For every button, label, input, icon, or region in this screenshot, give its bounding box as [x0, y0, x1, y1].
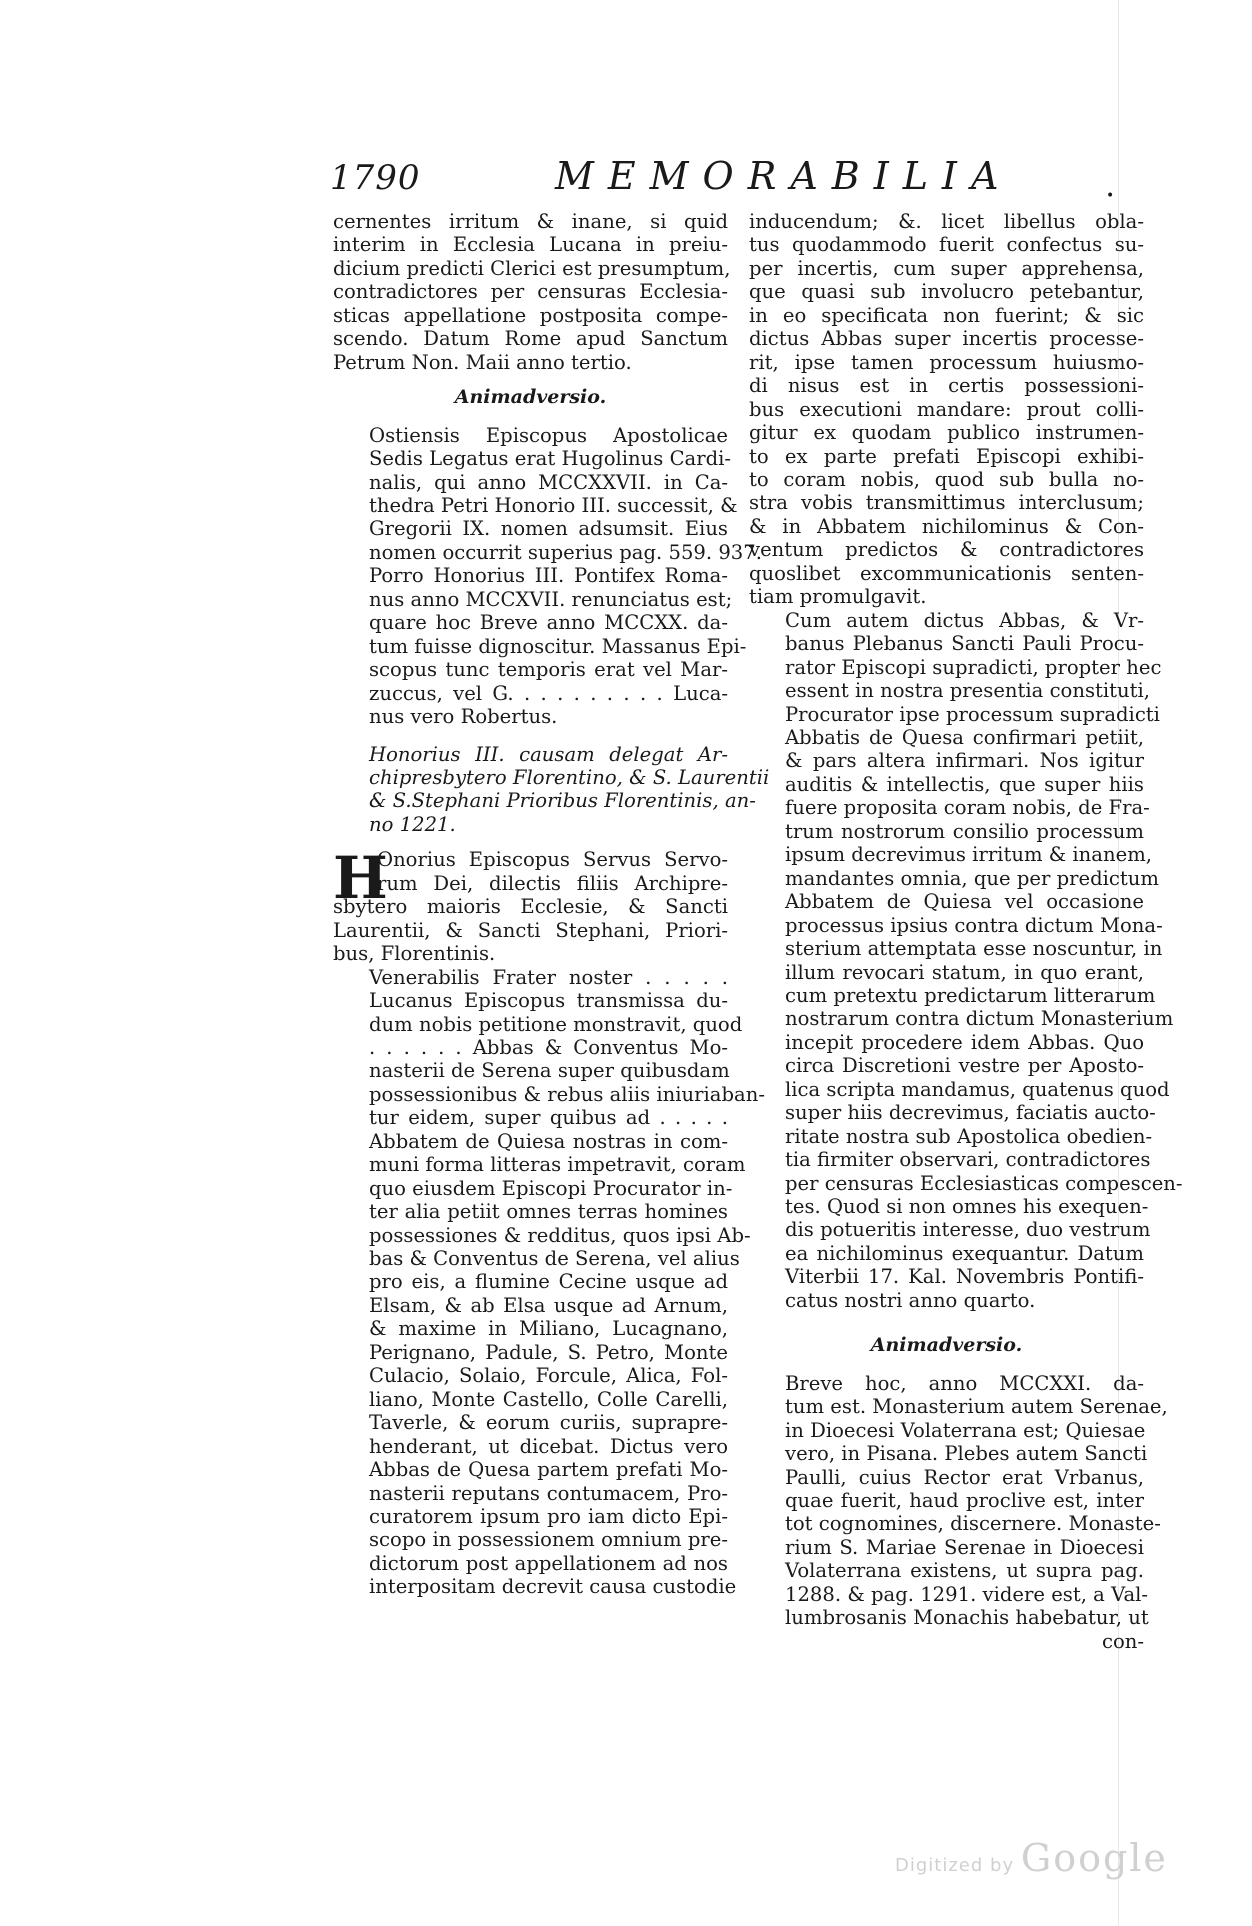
- text-line: vero, in Pisana. Plebes autem Sancti: [785, 1442, 1148, 1466]
- text-line: Abbatem de Quiesa nostras in com-: [369, 1129, 728, 1153]
- paragraph: [749, 608, 1183, 1313]
- text-line: Porro Honorius III. Pontifex Roma-: [369, 564, 728, 588]
- text-line: to coram nobis, quod sub bulla no-: [749, 467, 1144, 491]
- text-line: Breve hoc, anno MCCXXI. da-: [785, 1371, 1144, 1395]
- text-line: ipsum decrevimus irritum & inanem,: [785, 843, 1153, 867]
- text-line: per censuras Ecclesiasticas compescen-: [785, 1171, 1183, 1195]
- text-line: Laurentii, & Sancti Stephani, Priori-: [333, 918, 728, 942]
- page-header: [330, 154, 1130, 204]
- text-line: banus Plebanus Sancti Pauli Procu-: [785, 632, 1144, 656]
- digitized-watermark: [895, 1836, 1168, 1880]
- text-line: circa Discretioni vestre per Aposto-: [785, 1054, 1144, 1078]
- text-line: trum nostrorum consilio processum: [785, 819, 1144, 843]
- text-line: lica scripta mandamus, quatenus quod: [785, 1077, 1170, 1101]
- left-column: [333, 210, 770, 1599]
- text-line: bus executioni mandare: prout colli-: [749, 397, 1144, 421]
- text-line: tot cognomines, discernere. Monaste-: [785, 1512, 1161, 1536]
- text-line: per incertis, cum super apprehensa,: [749, 256, 1144, 280]
- text-line: inducendum; &. licet libellus obla-: [749, 210, 1144, 233]
- text-line: interim in Ecclesia Lucana in preiu-: [333, 233, 728, 257]
- text-line: tiam promulgavit.: [749, 585, 927, 609]
- text-line: quoslibet excommunicationis senten-: [749, 561, 1144, 585]
- text-line: Volaterrana existens, ut supra pag.: [785, 1559, 1144, 1583]
- text-line: 1288. & pag. 1291. videre est, a Val-: [785, 1582, 1149, 1606]
- text-line: scopo in possessionem omnium pre-: [369, 1528, 728, 1552]
- text-line: tes. Quod si non omnes his exequen-: [785, 1195, 1149, 1219]
- text-line: tur eidem, super quibus ad . . . . .: [369, 1106, 728, 1130]
- text-line: possessionibus & rebus aliis iniuriaban-: [369, 1082, 765, 1106]
- text-line: rium S. Mariae Serenae in Dioecesi: [785, 1535, 1144, 1559]
- text-line: Cum autem dictus Abbas, & Vr-: [785, 608, 1144, 632]
- right-column: [749, 210, 1183, 1653]
- text-line: ritate nostra sub Apostolica obedien-: [785, 1124, 1153, 1148]
- text-line: quae fuerit, haud proclive est, inter: [785, 1489, 1144, 1513]
- text-line: di nisus est in certis possessioni-: [749, 374, 1144, 398]
- text-line: ea nichilominus exequantur. Datum: [785, 1241, 1144, 1265]
- text-line: muni forma litteras impetravit, coram: [369, 1153, 746, 1177]
- text-line: scendo. Datum Rome apud Sanctum: [333, 327, 728, 351]
- text-line: Ostiensis Episcopus Apostolicae: [369, 423, 728, 447]
- text-line: scopus tunc temporis erat vel Mar-: [369, 658, 728, 682]
- text-line: rit, ipse tamen processum huiusmo-: [749, 350, 1144, 374]
- watermark-logo-text: Google: [1020, 1836, 1168, 1880]
- text-line: Honorius III. causam delegat Ar-: [369, 742, 728, 766]
- text-line: Taverle, & eorum curiis, suprapre-: [369, 1411, 728, 1435]
- text-line: sterium attemptata esse noscuntur, in: [785, 937, 1163, 961]
- text-line: pro eis, a flumine Cecine usque ad: [369, 1270, 728, 1294]
- text-line: sticas appellatione postposita compe-: [333, 303, 728, 327]
- text-line: rator Episcopi supradicti, propter hec: [785, 655, 1162, 679]
- text-line: incepit procedere idem Abbas. Quo: [785, 1030, 1144, 1054]
- text-line: dicium predicti Clerici est presumptum,: [333, 256, 731, 280]
- text-line: Venerabilis Frater noster . . . . .: [369, 965, 728, 989]
- paragraph: [749, 210, 1144, 609]
- text-line: to ex parte prefati Episcopi exhibi-: [749, 444, 1144, 468]
- text-line: Sedis Legatus erat Hugolinus Cardi-: [369, 447, 732, 471]
- text-line: Culacio, Solaio, Forcule, Alica, Fol-: [369, 1364, 728, 1388]
- text-line: Procurator ipse processum supradicti: [785, 702, 1160, 726]
- text-line: Gregorii IX. nomen adsumsit. Eius: [369, 517, 728, 541]
- text-line: liano, Monte Castello, Colle Carelli,: [369, 1387, 728, 1411]
- text-line: possessiones & redditus, quos ipsi Ab-: [369, 1223, 751, 1247]
- text-line: nasterii reputans contumacem, Pro-: [369, 1481, 728, 1505]
- paragraph: [333, 423, 762, 729]
- text-line: nomen occurrit superius pag. 559. 937.: [369, 540, 762, 564]
- text-line: cernentes irritum & inane, si quid: [333, 210, 728, 233]
- paragraph: [333, 965, 765, 1599]
- text-line: in Dioecesi Volaterrana est; Quiesae: [785, 1418, 1146, 1442]
- text-line: contradictores per censuras Ecclesia-: [333, 280, 728, 304]
- text-line: curatorem ipsum pro iam dicto Epi-: [369, 1505, 728, 1529]
- page-number: 1790: [330, 158, 421, 198]
- text-line: Lucanus Episcopus transmissa du-: [369, 989, 728, 1013]
- text-line: cum pretextu predictarum litterarum: [785, 983, 1156, 1007]
- section-heading: Animadversio.: [454, 386, 607, 409]
- text-line: bus, Florentinis.: [333, 942, 496, 966]
- text-line: tia firmiter observari, contradictores: [785, 1148, 1151, 1172]
- text-line: stra vobis transmittimus interclusum;: [749, 491, 1144, 515]
- text-line: dum nobis petitione monstravit, quod: [369, 1012, 743, 1036]
- text-line: nostrarum contra dictum Monasterium: [785, 1007, 1174, 1031]
- text-line: mandantes omnia, que per predictum: [785, 866, 1159, 890]
- text-line: dis potueritis interesse, duo vestrum: [785, 1218, 1151, 1242]
- text-line: tum est. Monasterium autem Serenae,: [785, 1395, 1168, 1419]
- header-bullet: •: [1106, 188, 1115, 204]
- text-line: tus quodammodo fuerit confectus su-: [749, 233, 1144, 257]
- text-line: dictus Abbas super incertis processe-: [749, 327, 1144, 351]
- text-line: sbytero maioris Ecclesie, & Sancti: [333, 895, 728, 919]
- text-line: ter alia petiit omnes terras homines: [369, 1200, 728, 1224]
- text-line: Abbatem de Quiesa vel occasione: [785, 890, 1144, 914]
- text-line: in eo specificata non fuerint; & sic: [749, 303, 1144, 327]
- text-line: henderant, ut dicebat. Dictus vero: [369, 1434, 728, 1458]
- catchword: con-: [1101, 1629, 1144, 1653]
- text-line: nus vero Robertus.: [369, 705, 558, 729]
- text-line: & maxime in Miliano, Lucagnano,: [369, 1317, 728, 1341]
- text-line: fuere proposita coram nobis, de Fra-: [785, 796, 1150, 820]
- text-line: quare hoc Breve anno MCCXX. da-: [369, 611, 728, 635]
- text-line: super hiis decrevimus, faciatis aucto-: [785, 1101, 1156, 1125]
- text-line: nalis, qui anno MCCXXVII. in Ca-: [369, 470, 728, 494]
- text-line: Elsam, & ab Elsa usque ad Arnum,: [369, 1293, 728, 1317]
- paragraph: [749, 1371, 1168, 1630]
- rubric-summary: [333, 742, 770, 837]
- text-line: Abbatis de Quesa confirmari petiit,: [785, 725, 1144, 749]
- text-line: ventum predictos & contradictores: [749, 538, 1144, 562]
- text-line: & in Abbatem nichilominus & Con-: [749, 514, 1144, 538]
- text-line: essent in nostra presentia constituti,: [785, 679, 1151, 703]
- text-line: rum Dei, dilectis filiis Archipre-: [377, 871, 728, 895]
- text-line: chipresbytero Florentino, & S. Laurentii: [369, 765, 770, 789]
- text-line: lumbrosanis Monachis habebatur, ut: [785, 1606, 1149, 1630]
- text-line: Petrum Non. Maii anno tertio.: [333, 350, 632, 374]
- text-line: bas & Conventus de Serena, vel alius: [369, 1247, 740, 1271]
- running-title: MEMORABILIA: [555, 154, 1013, 198]
- text-line: . . . . . . Abbas & Conventus Mo-: [369, 1035, 728, 1059]
- text-line: nus anno MCCXVII. renunciatus est;: [369, 587, 733, 611]
- text-line: auditis & intellectis, que super hiis: [785, 772, 1144, 796]
- text-line: & pars altera infirmari. Nos igitur: [785, 749, 1144, 773]
- text-line: tum fuisse dignoscitur. Massanus Epi-: [369, 634, 747, 658]
- text-line: interpositam decrevit causa custodie: [369, 1575, 737, 1599]
- text-line: Onorius Episcopus Servus Servo-: [377, 848, 728, 872]
- text-line: processus ipsius contra dictum Mona-: [785, 913, 1163, 937]
- text-line: thedra Petri Honorio III. successit, &: [369, 493, 738, 517]
- section-heading: Animadversio.: [870, 1334, 1023, 1357]
- text-line: illum revocari statum, in quo erant,: [785, 960, 1144, 984]
- text-line: Abbas de Quesa partem prefati Mo-: [369, 1458, 728, 1482]
- text-line: Paulli, cuius Rector erat Vrbanus,: [785, 1465, 1144, 1489]
- text-line: zuccus, vel G. . . . . . . . . . Luca-: [369, 681, 728, 705]
- text-line: & S.Stephani Prioribus Florentinis, an-: [369, 789, 756, 813]
- text-line: gitur ex quodam publico instrumen-: [749, 421, 1144, 445]
- text-line: dictorum post appellationem ad nos: [369, 1551, 728, 1575]
- text-line: Perignano, Padule, S. Petro, Monte: [369, 1340, 728, 1364]
- text-line: catus nostri anno quarto.: [785, 1288, 1036, 1312]
- paragraph: [333, 895, 728, 965]
- watermark-small-text: Digitized by: [895, 1855, 1015, 1876]
- text-line: quo eiusdem Episcopi Procurator in-: [369, 1176, 733, 1200]
- text-line: Viterbii 17. Kal. Novembris Pontifi-: [785, 1265, 1144, 1289]
- text-line: no 1221.: [369, 812, 456, 836]
- text-line: nasterii de Serena super quibusdam: [369, 1059, 730, 1083]
- drop-cap: H: [333, 844, 388, 913]
- text-line: que quasi sub involucro petebantur,: [749, 280, 1144, 304]
- paragraph: [333, 210, 731, 374]
